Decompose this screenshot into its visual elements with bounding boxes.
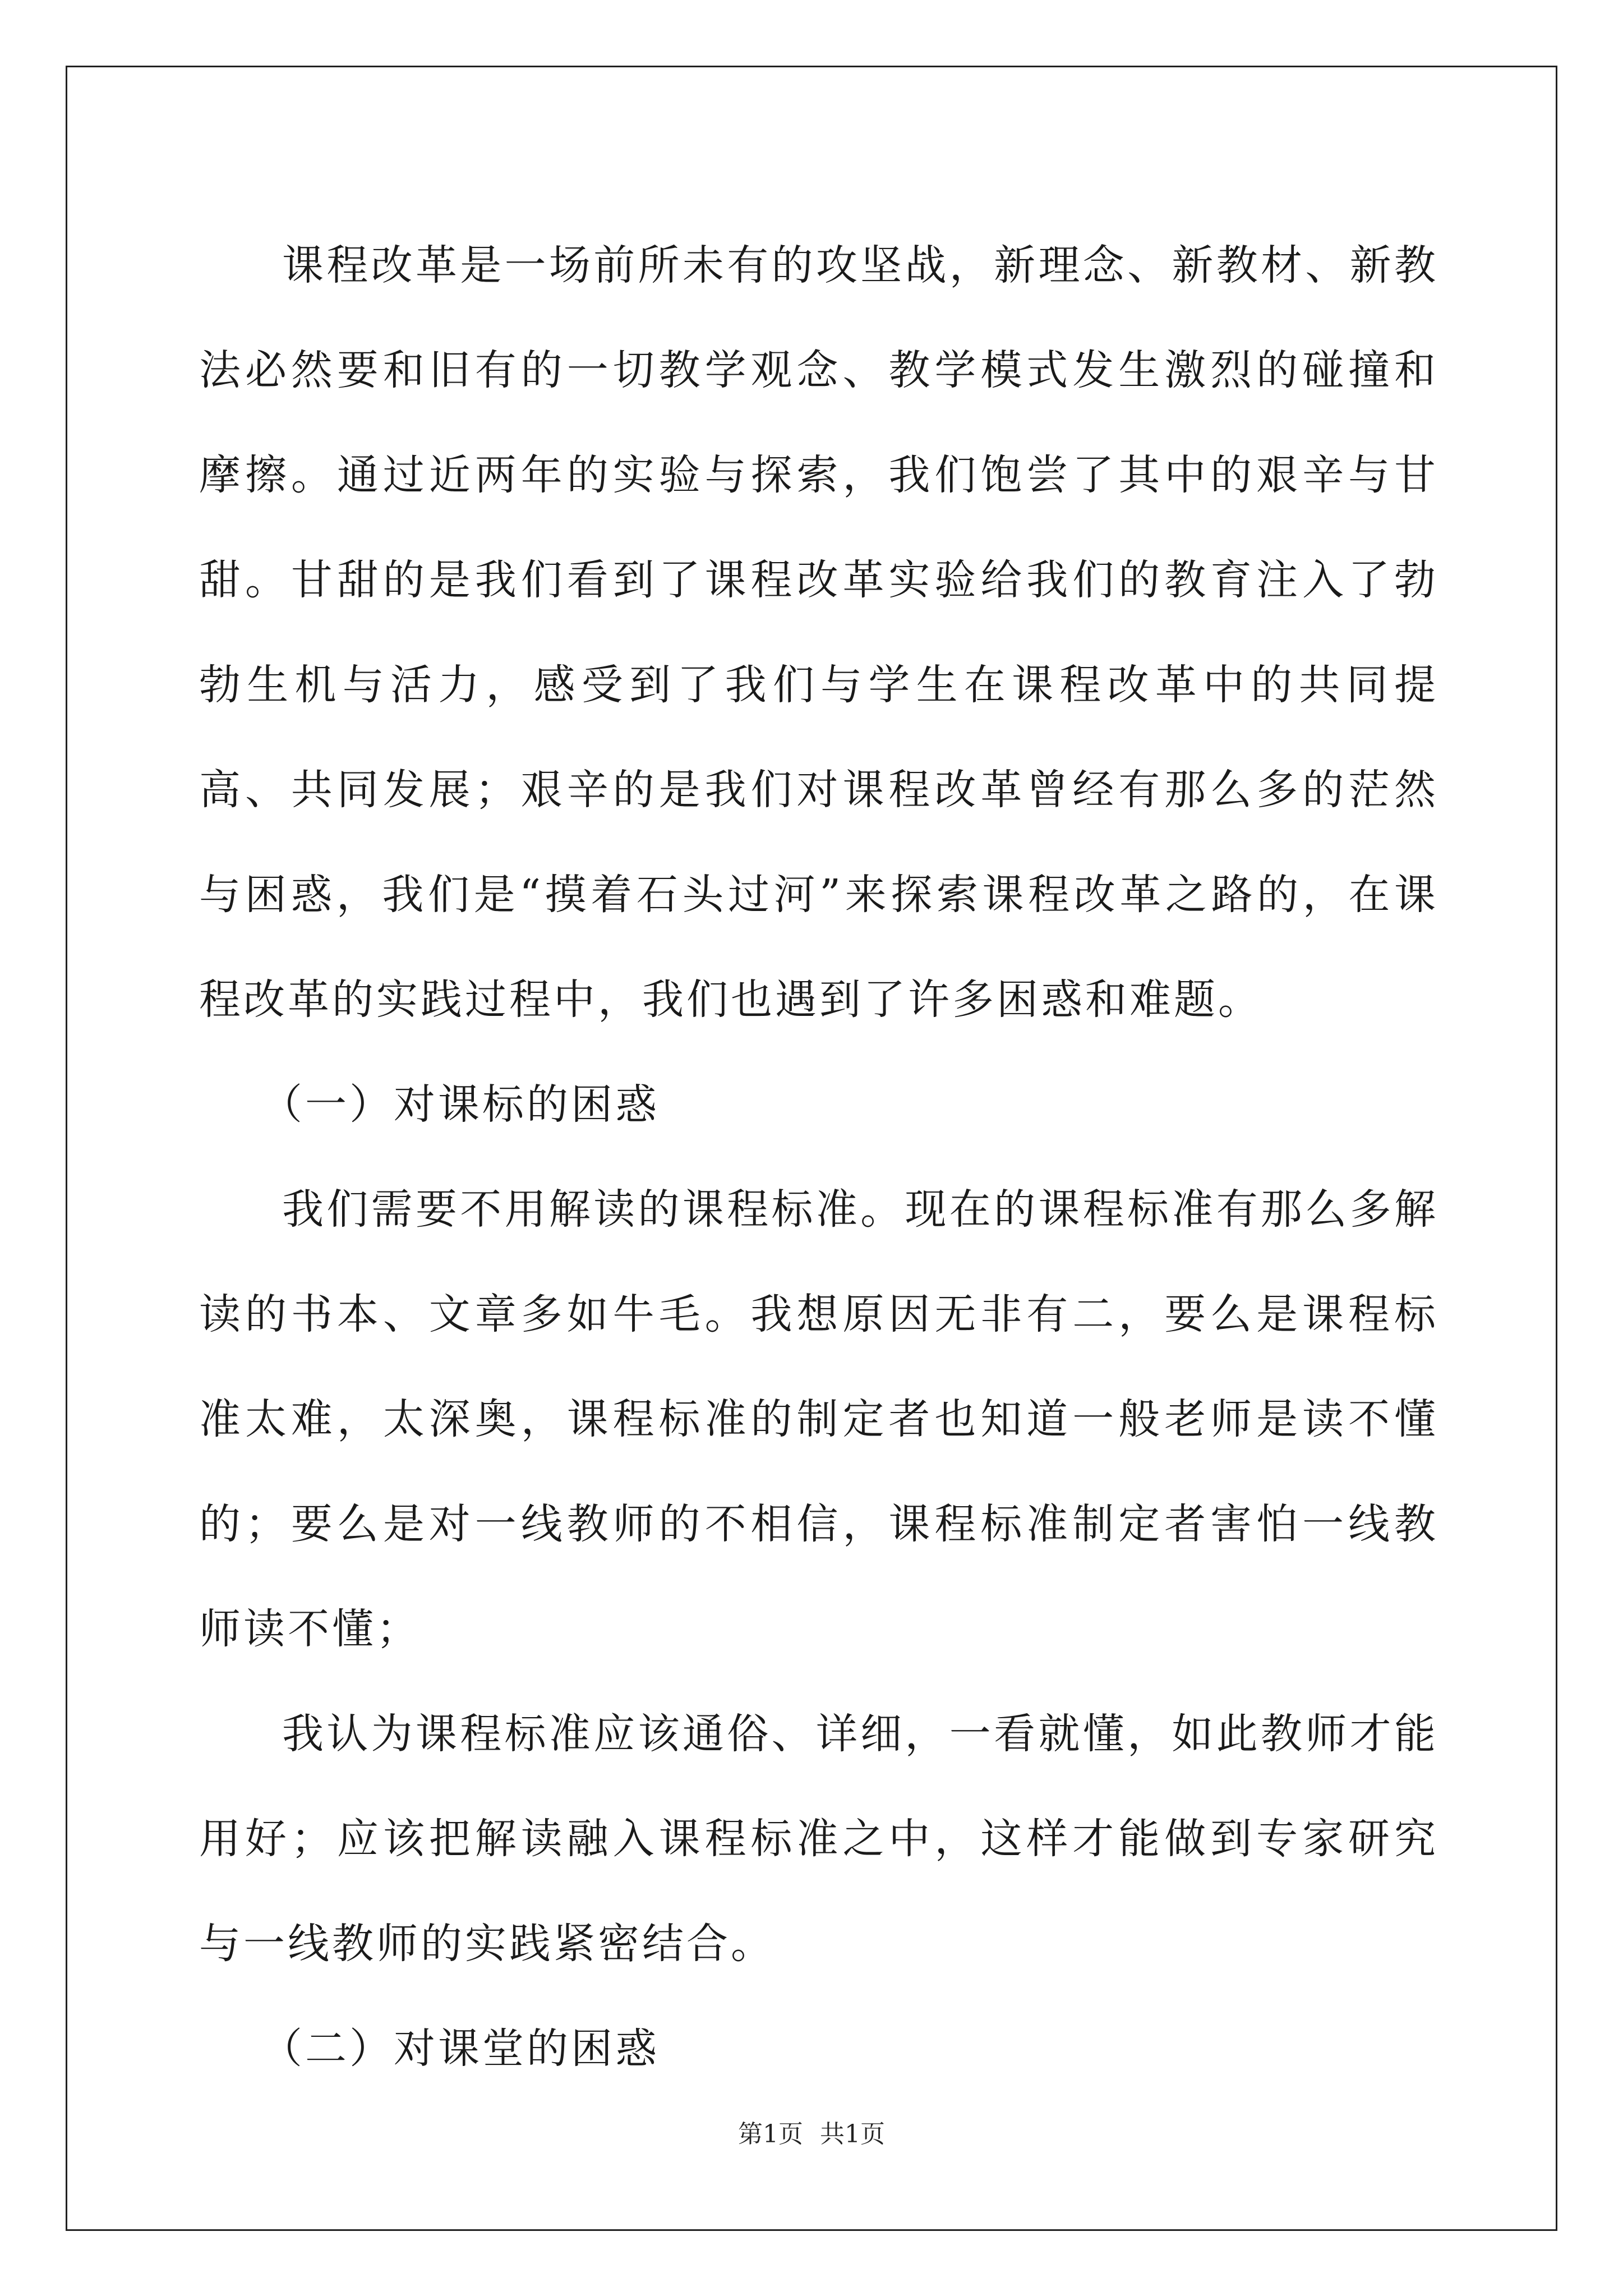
paragraph-intro: 课程改革是一场前所未有的攻坚战，新理念、新教材、新教法必然要和旧有的一切教学观念、教学模式发生激烈的碰撞和摩擦。通过近两年的实验与探索，我们饱尝了其中的艰辛与甘甜。甘甜的是我们看到了课程改革实验给我们的教育注入了勃勃生机与活力，感受到了我们与学生在课程改革中的共同提高、共同发展；艰辛的是我们对课程改革曾经有那么多的茫然与困惑，我们是“摸着石头过河”来探索课程改革之路的，在课程改革的实践过程中，我们也遇到了许多困惑和难题。 [199, 241, 1438, 1024]
page-number: 第1页 [738, 2120, 803, 2148]
page-total: 共1页 [820, 2120, 885, 2148]
section-heading-1: （一）对课标的困惑 [261, 1080, 660, 1129]
section-heading-2: （二）对课堂的困惑 [261, 2024, 660, 2073]
document-body [199, 213, 1438, 2101]
paragraph-standards-2: 我认为课程标准应该通俗、详细，一看就懂，如此教师才能用好；应该把解读融入课程标准之中，这样才能做到专家研究与一线教师的实践紧密结合。 [199, 1710, 1438, 1968]
page-footer [0, 2118, 1623, 2151]
paragraph-standards-1: 我们需要不用解读的课程标准。现在的课程标准有那么多解读的书本、文章多如牛毛。我想原因无非有二，要么是课程标准太难，太深奥，课程标准的制定者也知道一般老师是读不懂的；要么是对一线教师的不相信，课程标准制定者害怕一线教师读不懂； [199, 1185, 1438, 1653]
